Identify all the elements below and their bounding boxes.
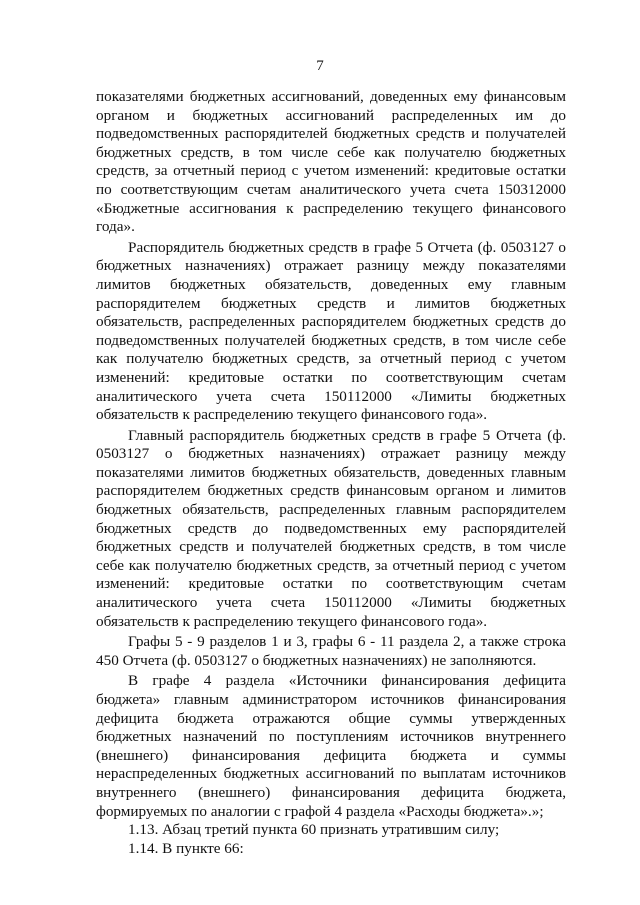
paragraph-columns-not-filled: Графы 5 - 9 разделов 1 и 3, графы 6 - 11 раздела 2, а также строка 450 Отчета (ф. 0503127 о бюджетных назначениях) не заполняются. [96, 633, 566, 669]
page-number: 7 [316, 58, 324, 74]
paragraph-financing-sources: В графе 4 раздела «Источники финансирования дефицита бюджета» главным администратором источников финансирования дефицита бюджета отражаются общие суммы утвержденных бюджетных назначений по поступлениям источников внутреннего (внешнего) финансирования дефицита бюджета и суммы нераспределенных бюджетных ассигнований по выплатам источников внутреннего (внешнего) финансирования дефицита бюджета, формируемых по аналогии с графой 4 раздела «Расходы бюджета».»; [96, 672, 566, 820]
document-body [96, 88, 566, 858]
paragraph-item-1-14: 1.14. В пункте 66: [128, 839, 244, 857]
paragraph-continuation: показателями бюджетных ассигнований, доведенных ему финансовым органом и бюджетных ассигнований распределенных им до подведомственных распорядителей бюджетных средств и получателей бюджетных средств, в том числе себе как получателю бюджетных средств, за отчетный период с учетом изменений: кредитовые остатки по соответствующим счетам аналитического учета счета 150312000 «Бюджетные ассигнования к распределению текущего финансового года». [96, 88, 566, 236]
paragraph-item-1-13: 1.13. Абзац третий пункта 60 признать утратившим силу; [128, 821, 500, 839]
paragraph-main-distributor: Главный распорядитель бюджетных средств в графе 5 Отчета (ф. 0503127 о бюджетных назначениях) отражает разницу между показателями лимитов бюджетных обязательств, доведенных главным распорядителем бюджетных средств финансовым органом и лимитов бюджетных обязательств, распределенных главным распорядителем бюджетных средств до подведомственных ему распорядителей бюджетных средств и получателей бюджетных средств, в том числе себе как получателю бюджетных средств, за отчетный период с учетом изменений: кредитовые остатки по соответствующим счетам аналитического учета счета 150112000 «Лимиты бюджетных обязательств к распределению текущего финансового года». [96, 426, 566, 630]
paragraph-distributor: Распорядитель бюджетных средств в графе 5 Отчета (ф. 0503127 о бюджетных назначениях) отражает разницу между показателями лимитов бюджетных обязательств, доведенных ему главным распорядителем бюджетных средств и лимитов бюджетных обязательств, распределенных распорядителем бюджетных средств до подведомственных получателей бюджетных средств, в том числе себе как получателю бюджетных средств, за отчетный период с учетом изменений: кредитовые остатки по соответствующим счетам аналитического учета счета 150112000 «Лимиты бюджетных обязательств к распределению текущего финансового года». [96, 238, 566, 424]
